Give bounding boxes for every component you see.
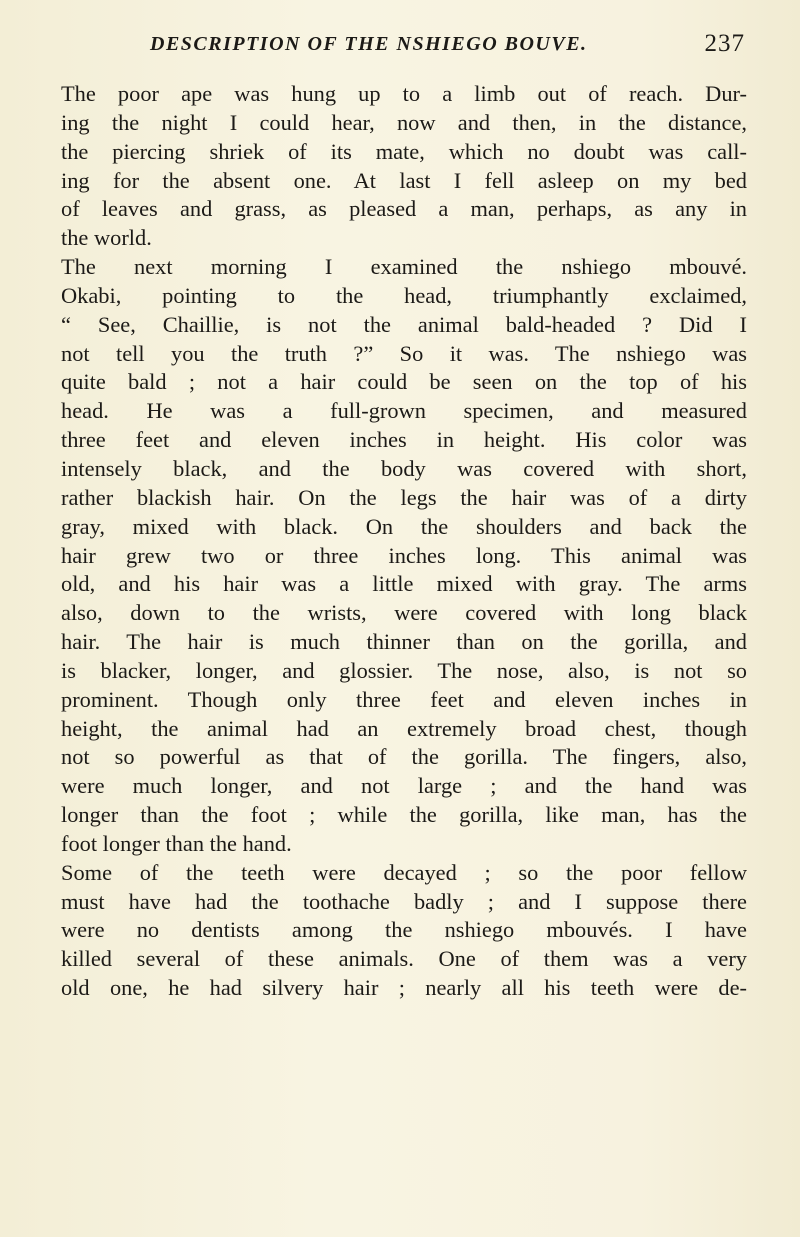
text-line: old one, he had silvery hair ; nearly all his teeth were de-: [61, 975, 747, 1001]
running-title: DESCRIPTION OF THE NSHIEGO BOUVE.: [150, 33, 588, 55]
text-line: old, and his hair was a little mixed with gray. The arms: [61, 571, 747, 597]
text-line: the piercing shriek of its mate, which no doubt was call-: [61, 138, 747, 164]
text-line: must have had the toothache badly ; and I suppose there: [61, 888, 747, 914]
text-line: The poor ape was hung up to a limb out of reach. Dur-: [61, 81, 747, 106]
text-line: not tell you the truth ?” So it was. The nshiego was: [61, 340, 747, 366]
text-line: is blacker, longer, and glossier. The nose, also, is not so: [61, 657, 747, 683]
text-line: foot longer than the hand.: [61, 830, 292, 856]
text-line: longer than the foot ; while the gorilla, like man, has the: [61, 802, 747, 828]
running-head: [60, 30, 745, 61]
text-line: ing the night I could hear, now and then, in the distance,: [61, 109, 747, 135]
body-text: [61, 80, 747, 1003]
text-line: The next morning I examined the nshiego mbouvé.: [61, 254, 747, 280]
text-line: rather blackish hair. On the legs the hair was of a dirty: [61, 484, 747, 510]
text-line: Okabi, pointing to the head, triumphantly exclaimed,: [61, 282, 747, 308]
text-line: of leaves and grass, as pleased a man, perhaps, as any in: [61, 196, 747, 222]
text-line: prominent. Though only three feet and eleven inches in: [61, 686, 747, 712]
text-line: intensely black, and the body was covered with short,: [61, 455, 747, 481]
text-line: quite bald ; not a hair could be seen on the top of his: [61, 369, 747, 395]
page-number: 237: [704, 30, 745, 57]
text-line: also, down to the wrists, were covered with long black: [61, 600, 747, 626]
text-line: three feet and eleven inches in height. His color was: [61, 427, 747, 453]
text-line: Some of the teeth were decayed ; so the poor fellow: [61, 859, 747, 885]
text-line: not so powerful as that of the gorilla. The fingers, also,: [61, 744, 747, 770]
text-line: head. He was a full-grown specimen, and measured: [61, 398, 747, 424]
text-line: height, the animal had an extremely broad chest, though: [61, 715, 747, 741]
text-line: hair. The hair is much thinner than on the gorilla, and: [61, 629, 747, 655]
text-line: were much longer, and not large ; and the hand was: [61, 773, 747, 799]
text-line: “ See, Chaillie, is not the animal bald-headed ? Did I: [61, 311, 747, 337]
text-line: gray, mixed with black. On the shoulders and back the: [61, 513, 747, 539]
text-line: ing for the absent one. At last I fell asleep on my bed: [61, 167, 747, 193]
text-line: were no dentists among the nshiego mbouvés. I have: [61, 917, 747, 943]
text-line: the world.: [61, 225, 152, 251]
text-line: hair grew two or three inches long. This animal was: [61, 542, 747, 568]
text-line: killed several of these animals. One of them was a very: [61, 946, 747, 972]
